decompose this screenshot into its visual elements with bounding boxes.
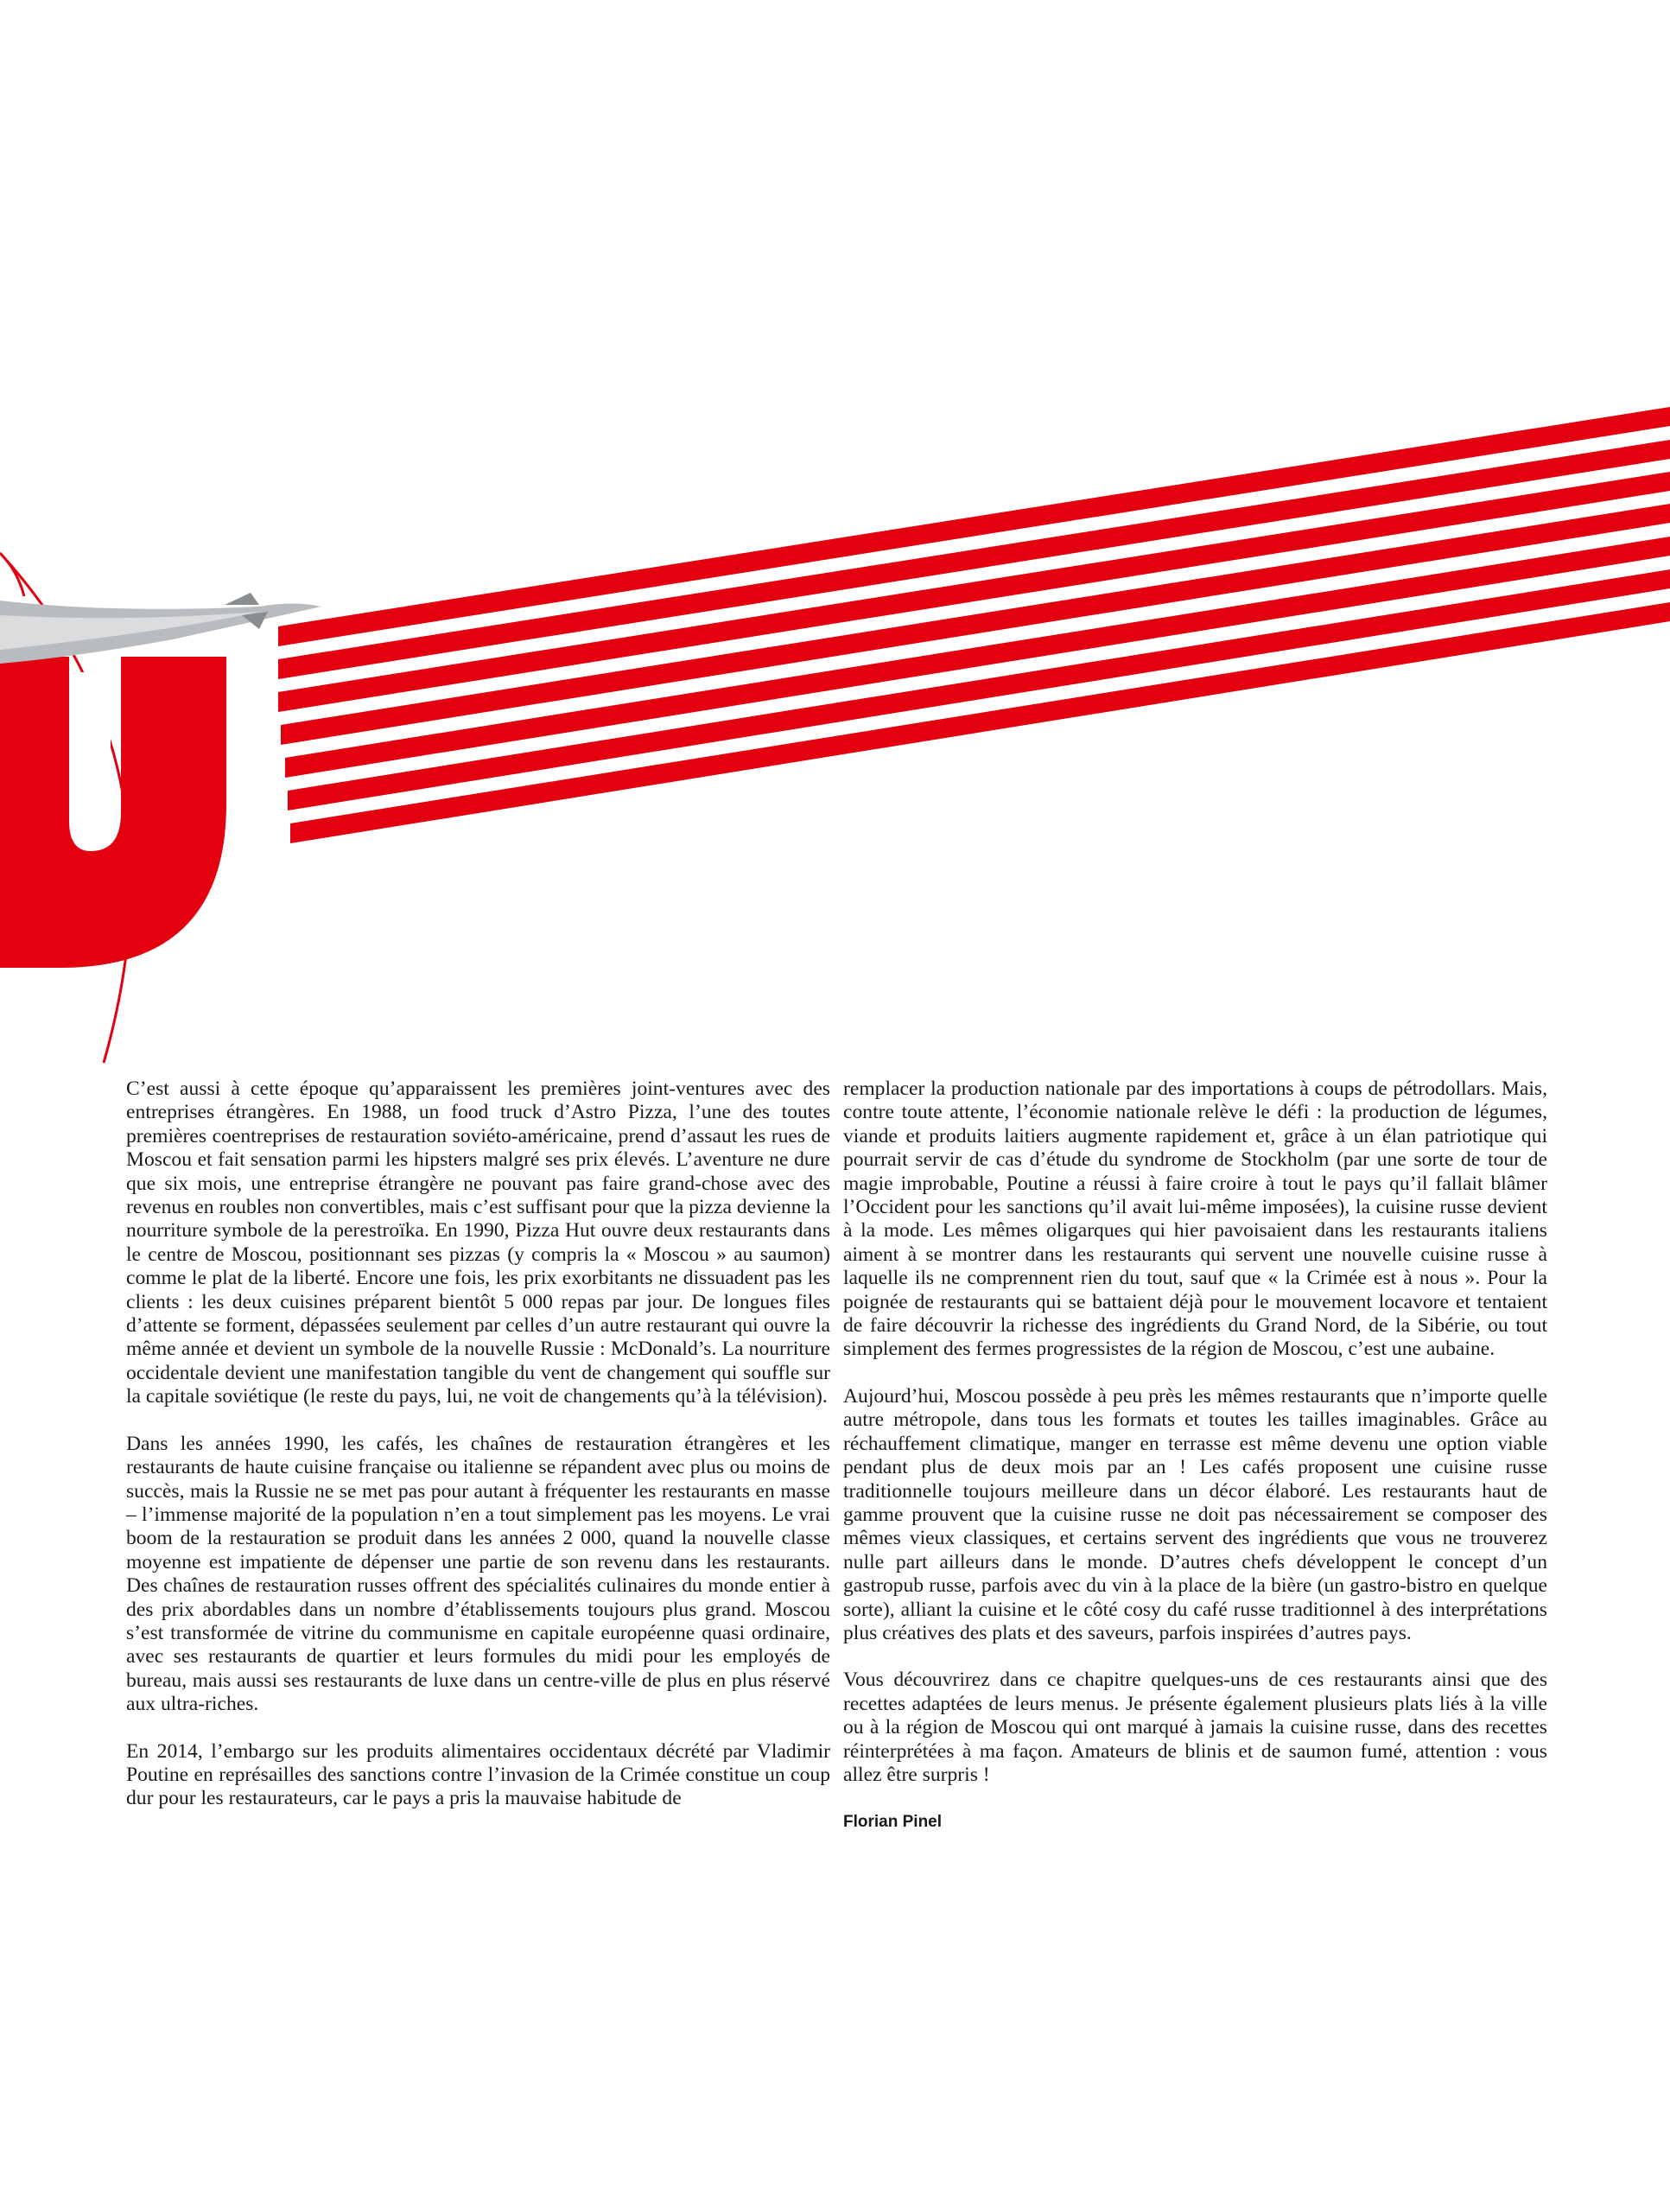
paragraph: Dans les années 1990, les cafés, les chaînes de restauration étrangères et les restaurants de haute cuisine française ou italienne se répandent avec plus ou moins de succès, mais la Russie ne se met pas pour autant à fréquenter les restaurants en masse – l’immense majorité de la population n’en a tout simplement pas les moyens. Le vrai boom de la restauration se produit dans les années 2 000, quand la nouvelle classe moyenne est impatiente de dépenser une partie de son revenu dans les restaurants. Des chaînes de restauration russes offrent des spécialités culinaires du monde entier à des prix abordables dans un nombre d’établissements toujours plus grand. Moscou s’est transformée de vitrine du communisme en capitale européenne quasi ordinaire, avec ses restaurants de quartier et leurs formules du midi pour les employés de bureau, mais aussi ses restaurants de luxe dans un centre-ville de plus en plus réservé aux ultra-riches. [126,1432,830,1716]
paragraph: Vous découvrirez dans ce chapitre quelques-uns de ces restaurants ainsi que des recettes adaptées de leurs menus. Je présente également plusieurs plats liés à la ville ou à la région de Moscou qui ont marqué à jamais la cuisine russe, dans des recettes réinterprétées à ma façon. Amateurs de blinis et de saumon fumé, attention : vous allez être surpris ! [843,1669,1547,1786]
decorative-graphic [0,0,1670,1071]
rocket-icon [0,593,321,664]
article-left-column [126,1077,830,1834]
big-letter-u [0,657,226,968]
red-stripes [278,407,1670,843]
red-arc-top [0,553,24,596]
paragraph: C’est aussi à cette époque qu’apparaissent les premières joint-ventures avec des entreprises étrangères. En 1988, un food truck d’Astro Pizza, l’une des toutes premières coentreprises de restauration soviéto-américaine, prend d’assaut les rues de Moscou et fait sensation parmi les hipsters malgré ses prix élevés. L’aventure ne dure que six mois, une entreprise étrangère ne pouvant pas faire grand-chose avec des revenus en roubles non convertibles, mais c’est suffisant pour que la pizza devienne la nourriture symbole de la perestroïka. En 1990, Pizza Hut ouvre deux restaurants dans le centre de Moscou, positionnant ses pizzas (y compris la « Moscou » au saumon) comme le plat de la liberté. Encore une fois, les prix exorbitants ne dissuadent pas les clients : les deux cuisines préparent bientôt 5 000 repas par jour. De longues files d’attente se forment, dépassées seulement par celles d’un autre restaurant qui ouvre la même année et devient un symbole de la nouvelle Russie : McDonald’s. La nourriture occidentale devient une manifestation tangible du vent de changement qui souffle sur la capitale soviétique (le reste du pays, lui, ne voit de changements qu’à la télévision). [126,1077,830,1408]
article-right-column [843,1077,1547,1834]
paragraph: En 2014, l’embargo sur les produits alimentaires occidentaux décrété par Vladimir Poutine en représailles des sanctions contre l’invasion de la Crimée constitue un coup dur pour les restaurateurs, car le pays a pris la mauvaise habitude de [126,1739,830,1810]
paragraph: Aujourd’hui, Moscou possède à peu près les mêmes restaurants que n’importe quelle autre métropole, dans tous les formats et toutes les tailles imaginables. Grâce au réchauffement climatique, manger en terrasse est même devenu une option viable pendant plus de deux mois par an ! Les cafés proposent une cuisine russe traditionnelle toujours meilleure dans un décor élaboré. Les restaurants haut de gamme prouvent que la cuisine russe ne doit pas nécessairement se composer des mêmes vieux classiques, et certains servent des ingrédients que vous ne trouverez nulle part ailleurs dans le monde. D’autres chefs développent le concept d’un gastropub russe, parfois avec du vin à la place de la bière (un gastro-bistro en quelque sorte), alliant la cuisine et le côté cosy du café russe traditionnel à des interprétations plus créatives des plats et des saveurs, parfois inspirées d’autres pays. [843,1384,1547,1644]
paragraph: remplacer la production nationale par des importations à coups de pétrodollars. Mais, contre toute attente, l’économie nationale relève le défi : la production de légumes, viande et produits laitiers augmente rapidement et, grâce à un élan patriotique qui pourrait servir de cas d’étude du syndrome de Stockholm (par une sorte de tour de magie improbable, Poutine a réussi à faire croire à tout le pays qu’il fallait blâmer l’Occident pour les sanctions qu’il avait lui-même imposées), la cuisine russe devient à la mode. Les mêmes oligarques qui hier pavoisaient dans les restaurants italiens aiment à se montrer dans les restaurants qui servent une nouvelle cuisine russe à laquelle ils ne comprennent rien du tout, sauf que « la Crimée est à nous ». Pour la poignée de restaurants qui se battaient déjà pour le mouvement locavore et tentaient de faire découvrir la richesse des ingrédients du Grand Nord, de la Sibérie, ou tout simplement des fermes progressistes de la région de Moscou, c’est une aubaine. [843,1077,1547,1361]
author-signature: Florian Pinel [843,1813,943,1832]
